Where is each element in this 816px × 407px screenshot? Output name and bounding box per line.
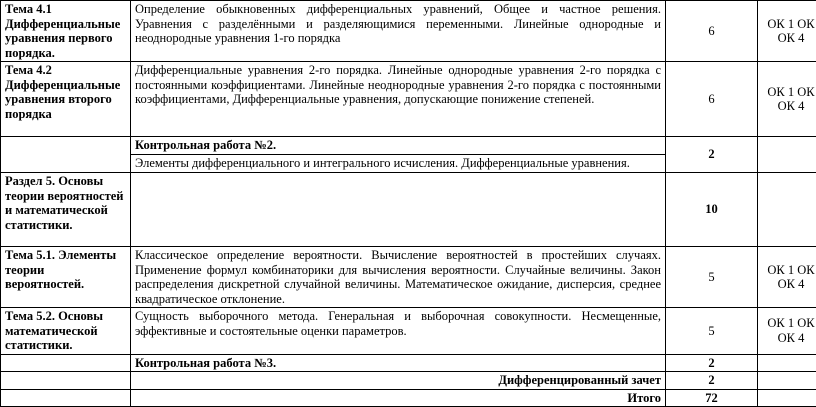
content-cell: Элементы дифференциального и интегрального исчисления. Дифференциальные уравнения. [131,155,666,173]
hours-cell: 2 [666,372,758,390]
competence-cell [758,308,816,355]
test-title-cell: Контрольная работа №3. [131,354,666,372]
topic-cell: Тема 4.2 Дифференциальные уравнения второго порядка [1,62,131,137]
table-row [1,62,816,137]
competence-cell [758,62,816,137]
empty-cell [1,137,131,173]
topic-cell: Тема 5.2. Основы математической статистики. [1,308,131,355]
test-title-cell: Контрольная работа №2. [131,137,666,155]
competence-line: ОК 1 ОК [762,17,816,32]
content-cell: Определение обыкновенных дифференциальных уравнений, Общее и частное решения. Уравнения с разделёнными и разделяющимися переменными. Линейные однородные и неоднородные уравнения 1-го порядка [131,1,666,62]
competence-line: ОК 4 [762,99,816,114]
exam-title-cell: Дифференцированный зачет [131,372,666,390]
competence-line: ОК 4 [762,331,816,346]
empty-cell [758,354,816,372]
competence-line: ОК 4 [762,31,816,46]
empty-cell [131,173,666,247]
content-cell: Сущность выборочного метода. Генеральная и выборочная совокупности. Несмещенные, эффективные и состоятельные оценки параметров. [131,308,666,355]
empty-cell [1,372,131,390]
content-cell: Классическое определение вероятности. Вычисление вероятностей в простейших случаях. Применение формул комбинаторики для вычисления вероятности. Случайные величины. Закон распределения дискретной случайной величины. Математическое ожидание, дисперсия, среднее квадратическое отклонение. [131,247,666,308]
table-row [1,372,816,390]
empty-cell [1,354,131,372]
hours-cell: 6 [666,1,758,62]
competence-line: ОК 1 ОК [762,85,816,100]
competence-cell [758,247,816,308]
topic-cell: Тема 5.1. Элементы теории вероятностей. [1,247,131,308]
table-row [1,308,816,355]
table-row [1,354,816,372]
hours-cell: 2 [666,137,758,173]
table-row [1,173,816,247]
empty-cell [758,173,816,247]
topic-cell: Тема 4.1 Дифференциальные уравнения первого порядка. [1,1,131,62]
empty-cell [758,137,816,173]
table-row [1,1,816,62]
competence-cell [758,1,816,62]
hours-cell: 6 [666,62,758,137]
content-cell: Дифференциальные уравнения 2-го порядка. Линейные однородные уравнения 2-го порядка с постоянными коэффициентами. Линейные неоднородные уравнения 2-го порядка с постоянными коэффициентами, Дифференциальные уравнения, допускающие понижение степеней. [131,62,666,137]
section-title-cell: Раздел 5. Основы теории вероятностей и математической статистики. [1,173,131,247]
empty-cell [758,372,816,390]
empty-cell [758,389,816,407]
hours-cell: 5 [666,308,758,355]
table-row [1,389,816,407]
table-row [1,137,816,155]
total-label-cell: Итого [131,389,666,407]
competence-line: ОК 4 [762,277,816,292]
competence-line: ОК 1 ОК [762,263,816,278]
empty-cell [1,389,131,407]
competence-line: ОК 1 ОК [762,316,816,331]
hours-cell: 2 [666,354,758,372]
hours-cell: 5 [666,247,758,308]
table-row [1,247,816,308]
hours-cell: 10 [666,173,758,247]
total-hours-cell: 72 [666,389,758,407]
